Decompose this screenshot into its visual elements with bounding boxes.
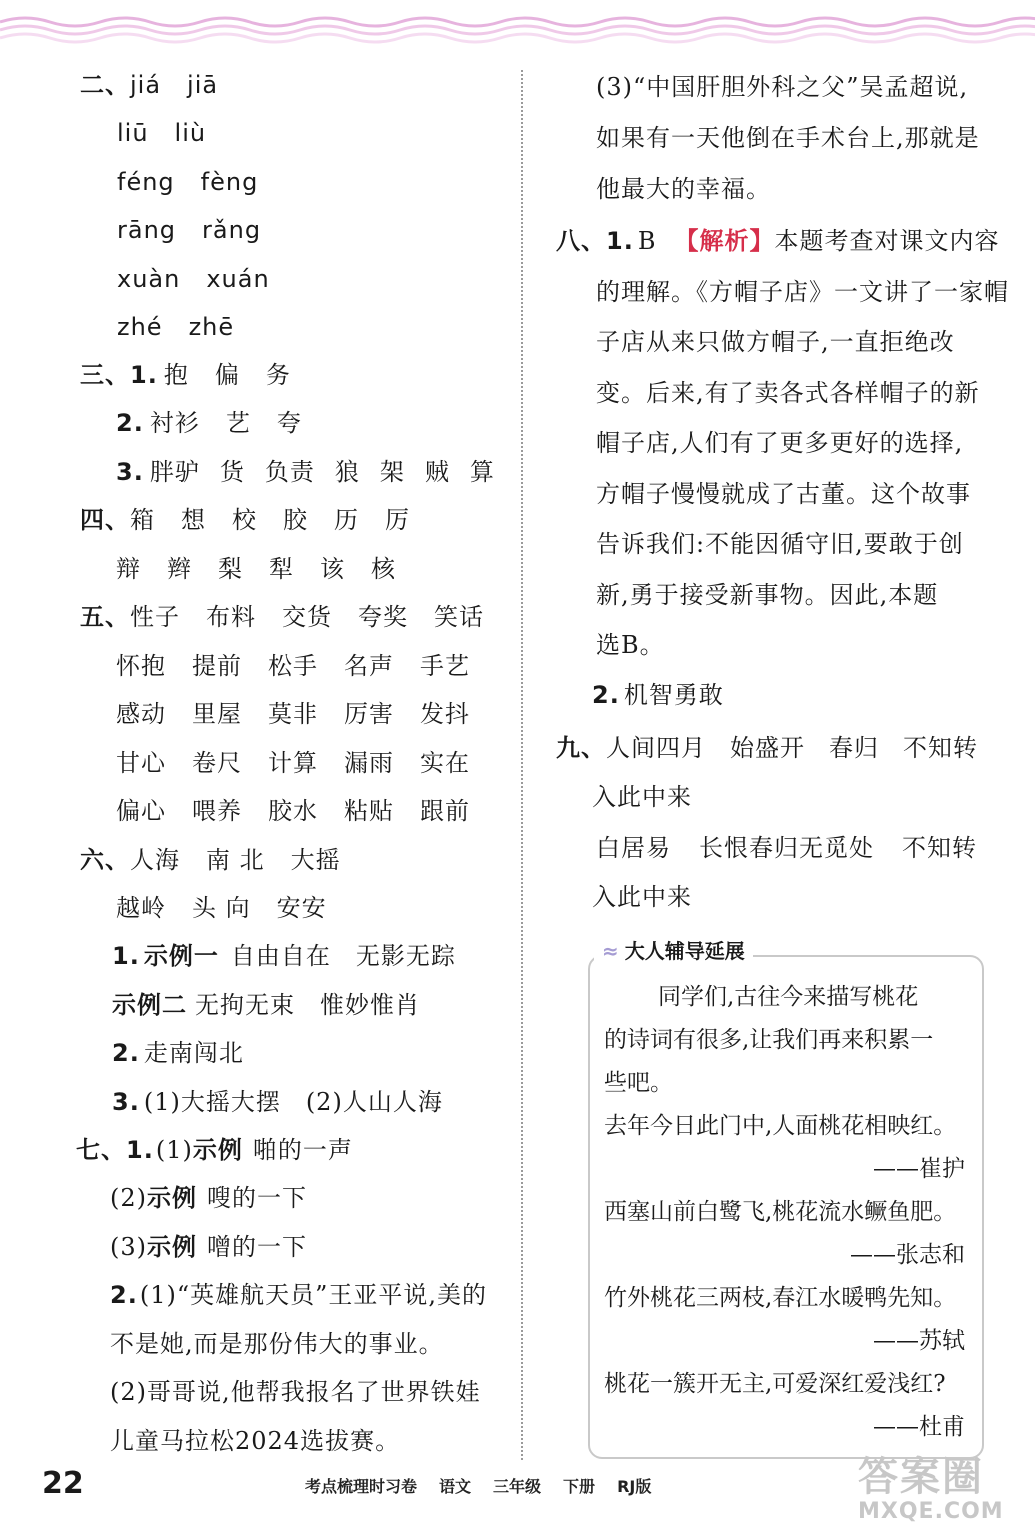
footer-item: 三年级	[493, 1477, 542, 1496]
pinyin: xuàn	[117, 265, 181, 293]
section-label: 四、	[80, 506, 130, 534]
poem-author: ——崔护	[873, 1156, 965, 1182]
s7-q1-a2	[110, 1183, 307, 1213]
pinyin: liū	[117, 119, 149, 147]
answer-text: 春归	[829, 734, 879, 762]
answer-text: (2)哥哥说,他帮我报名了世界铁娃	[110, 1378, 481, 1406]
s6-q1-example-1	[112, 941, 456, 971]
s9-line-1	[556, 733, 978, 763]
poem-line: 去年今日此门中,人面桃花相映红。	[604, 1113, 957, 1139]
answer-choice: B	[637, 227, 657, 255]
sub-num: (2)	[110, 1184, 147, 1212]
answer-word: 安安	[276, 894, 327, 922]
answer-word: 感动	[116, 700, 166, 728]
section-label: 九、	[556, 734, 606, 762]
section-label: 三、	[80, 361, 130, 389]
s2-row-3	[117, 167, 284, 197]
answer-word: 南 北	[206, 846, 265, 874]
watermark-logo-text: 答案圈	[858, 1454, 984, 1500]
answer-text: 长恨春归无觅处	[699, 834, 874, 862]
s8-analysis-line: 变。后来,有了卖各式各样帽子的新	[596, 379, 980, 407]
answer-word: 漏雨	[344, 749, 394, 777]
sub-num: (3)	[110, 1233, 147, 1261]
answer-word: 布料	[206, 603, 256, 631]
s7-cont-line-1: (3)“中国肝胆外科之父”吴孟超说,	[596, 73, 969, 101]
answer-word: 衬衫	[149, 409, 200, 437]
page-number: 22	[42, 1466, 84, 1501]
item-num: 2.	[116, 409, 144, 437]
answer-word: 算	[469, 458, 495, 486]
answer-text: 不是她,而是那份伟大的事业。	[110, 1330, 444, 1358]
answer-word: 艺	[225, 409, 251, 437]
answer-word: 夸	[276, 409, 302, 437]
answer-word: 大摇	[290, 846, 341, 874]
s3-item-3	[116, 457, 495, 487]
pinyin: féng	[117, 168, 175, 196]
footer-item: RJ版	[617, 1477, 652, 1496]
answer-text: 噌的一下	[207, 1233, 307, 1261]
watermark	[858, 1455, 1028, 1535]
s6-q3	[112, 1087, 443, 1117]
answer-word: 负责	[264, 458, 315, 486]
s6-row-2	[116, 893, 353, 923]
answer-text: 自由自在 无影无踪	[230, 942, 456, 970]
pinyin: zhē	[188, 313, 235, 341]
s5-row-2	[116, 651, 496, 681]
s8-analysis-line: 方帽子慢慢就成了古董。这个故事	[596, 480, 971, 508]
s3-item-2	[116, 408, 328, 438]
s9-line-2: 入此中来	[592, 783, 692, 811]
answer-text: 走南闯北	[143, 1039, 244, 1067]
s2-row-5	[117, 264, 296, 294]
s7-q2-line-2	[110, 1329, 444, 1359]
answer-word: 喂养	[192, 797, 242, 825]
answer-text: 始盛开	[730, 734, 805, 762]
section-label: 二、	[80, 71, 130, 99]
answer-word: 核	[371, 555, 396, 583]
example-label: 示例	[147, 1184, 197, 1212]
analysis-tag: 【解析】	[674, 227, 775, 255]
section-label: 五、	[80, 603, 130, 631]
answer-text: 不知转	[903, 734, 978, 762]
item-num: 2.	[110, 1281, 138, 1309]
answer-word: 跟前	[420, 797, 470, 825]
s5-row-1	[80, 602, 510, 632]
footer-item: 语文	[439, 1477, 472, 1496]
s8-analysis-line: 帽子店,人们有了更多更好的选择,	[596, 429, 964, 457]
answer-word: 怀抱	[116, 652, 166, 680]
answer-word: 犁	[269, 555, 294, 583]
answer-word: 狼	[334, 458, 360, 486]
s6-q1-example-2	[112, 990, 420, 1020]
section-label: 六、	[80, 846, 130, 874]
answer-word: 偏	[214, 361, 240, 389]
s7-cont-line-3: 他最大的幸福。	[596, 175, 771, 203]
footer-item: 下册	[563, 1477, 596, 1496]
pinyin: xuán	[206, 265, 270, 293]
section-label: 七、	[76, 1136, 126, 1164]
example-label: 示例二	[112, 991, 187, 1019]
answer-word: 辩	[116, 555, 141, 583]
example-label: 示例一	[143, 942, 219, 970]
s9-line-4: 入此中来	[592, 883, 692, 911]
answer-word: 交货	[282, 603, 332, 631]
answer-word: 莫非	[268, 700, 318, 728]
answer-word: 校	[232, 506, 257, 534]
s5-row-3	[116, 699, 496, 729]
pinyin: fèng	[200, 168, 259, 196]
footer-item: 考点梳理时习卷	[305, 1477, 418, 1496]
s3-item-1	[80, 360, 317, 390]
answer-word: 货	[219, 458, 245, 486]
answer-text: 机智勇敢	[623, 681, 724, 709]
item-num: 1.	[606, 227, 634, 255]
item-num: 3.	[112, 1088, 140, 1116]
poem-author: ——张志和	[850, 1242, 965, 1268]
analysis-text: 本题考查对课文内容	[774, 227, 1000, 255]
answer-word: 夸奖	[358, 603, 408, 631]
answer-word: 历	[334, 506, 359, 534]
answer-word: 名声	[344, 652, 394, 680]
pinyin: jiā	[187, 71, 219, 99]
s7-cont-line-2: 如果有一天他倒在手术台上,那就是	[596, 124, 980, 152]
answer-word: 实在	[420, 749, 470, 777]
s7-q2-line-3	[110, 1377, 481, 1407]
s2-row-6	[117, 312, 260, 342]
s8-q1-first-line	[556, 226, 999, 256]
s8-analysis-line: 告诉我们:不能因循守旧,要敢于创	[596, 530, 964, 558]
answer-text: (1)“英雄航天员”王亚平说,美的	[139, 1281, 487, 1309]
pinyin: jiá	[130, 71, 162, 99]
answer-word: 该	[320, 555, 345, 583]
s4-row-1	[80, 505, 436, 535]
s2-row-1	[80, 70, 244, 100]
answer-word: 想	[181, 506, 206, 534]
answer-word: 胖驴	[149, 458, 200, 486]
item-num: 1.	[126, 1136, 154, 1164]
s2-row-4	[117, 215, 287, 245]
answer-word: 越岭	[116, 894, 166, 922]
item-num: 3.	[116, 458, 144, 486]
answer-word: 贼	[424, 458, 450, 486]
answer-text: 白居易	[596, 834, 671, 862]
answer-word: 辫	[167, 555, 192, 583]
answer-word: 提前	[192, 652, 242, 680]
answer-word: 头 向	[192, 894, 251, 922]
s8-q2	[592, 680, 724, 710]
s2-row-2	[117, 118, 232, 148]
answer-word: 抱	[163, 361, 189, 389]
watermark-url: MXQE.COM	[858, 1499, 1004, 1524]
item-num: 2.	[112, 1039, 140, 1067]
answer-word: 厉	[385, 506, 410, 534]
box-intro-line: 的诗词有很多,让我们再来积累一	[604, 1027, 934, 1053]
answer-word: 发抖	[420, 700, 470, 728]
poem-line: 桃花一簇开无主,可爱深红爱浅红?	[604, 1371, 946, 1397]
s8-analysis-line: 新,勇于接受新事物。因此,本题	[596, 581, 939, 609]
pinyin: zhé	[117, 313, 163, 341]
s8-analysis-line: 的理解。《方帽子店》一文讲了一家帽	[596, 278, 1009, 306]
sub-num: (1)	[155, 1136, 193, 1164]
s7-q1-a1	[76, 1135, 353, 1165]
answer-word: 务	[265, 361, 291, 389]
answer-word: 甘心	[116, 749, 166, 777]
answer-word: 计算	[268, 749, 318, 777]
pinyin: rāng	[117, 216, 177, 244]
s6-q2	[112, 1038, 244, 1068]
example-label: 示例	[192, 1136, 243, 1164]
answer-word: 梨	[218, 555, 243, 583]
poem-author: ——杜甫	[873, 1414, 965, 1440]
example-label: 示例	[147, 1233, 197, 1261]
s7-q1-a3	[110, 1232, 307, 1262]
answer-word: 胶	[283, 506, 308, 534]
top-wave-decoration	[0, 0, 1035, 60]
answer-text: (1)大摇大摆 (2)人山人海	[143, 1088, 443, 1116]
answer-word: 偏心	[116, 797, 166, 825]
s5-row-4	[116, 748, 496, 778]
answer-word: 厉害	[344, 700, 394, 728]
box-intro-line: 些吧。	[604, 1070, 673, 1096]
answer-word: 粘贴	[344, 797, 394, 825]
answer-word: 卷尺	[192, 749, 242, 777]
answer-word: 笑话	[434, 603, 484, 631]
answer-text: 不知转	[902, 834, 977, 862]
pinyin: rǎng	[202, 216, 262, 244]
box-intro-line: 同学们,古往今来描写桃花	[658, 984, 919, 1010]
item-num: 1.	[112, 942, 140, 970]
s7-q2-line-1	[110, 1280, 487, 1310]
s8-analysis-line: 选B。	[596, 631, 665, 659]
footer-info	[305, 1474, 673, 1497]
s8-analysis-line: 子店从来只做方帽子,一直拒绝改	[596, 328, 955, 356]
poem-line: 西塞山前白鹭飞,桃花流水鳜鱼肥。	[604, 1199, 957, 1225]
item-num: 2.	[592, 681, 620, 709]
column-divider	[521, 70, 523, 1460]
section-label: 八、	[556, 227, 606, 255]
answer-text: 嗖的一下	[207, 1184, 307, 1212]
answer-word: 架	[379, 458, 405, 486]
poem-line: 竹外桃花三两枝,春江水暖鸭先知。	[604, 1285, 957, 1311]
s7-q2-line-4	[110, 1426, 400, 1456]
answer-text: 无拘无束 惟妙惟肖	[195, 991, 420, 1019]
answer-word: 胶水	[268, 797, 318, 825]
answer-word: 箱	[130, 506, 155, 534]
answer-word: 里屋	[192, 700, 242, 728]
s9-line-3	[596, 833, 977, 863]
answer-word: 性子	[130, 603, 180, 631]
answer-word: 手艺	[420, 652, 470, 680]
pinyin: liù	[174, 119, 207, 147]
answer-text: 儿童马拉松2024选拔赛。	[110, 1427, 401, 1455]
item-num: 1.	[130, 361, 158, 389]
answer-text: 人间四月	[606, 734, 706, 762]
s5-row-5	[116, 796, 496, 826]
wave-icon: ≈	[602, 939, 619, 963]
s4-row-2	[116, 554, 422, 584]
answer-text: 啪的一声	[252, 1136, 353, 1164]
extension-box-title: ≈ 大人辅导延展	[594, 936, 753, 966]
answer-word: 人海	[130, 846, 180, 874]
answer-word: 松手	[268, 652, 318, 680]
s6-row-1	[80, 845, 367, 875]
poem-author: ——苏轼	[873, 1328, 965, 1354]
